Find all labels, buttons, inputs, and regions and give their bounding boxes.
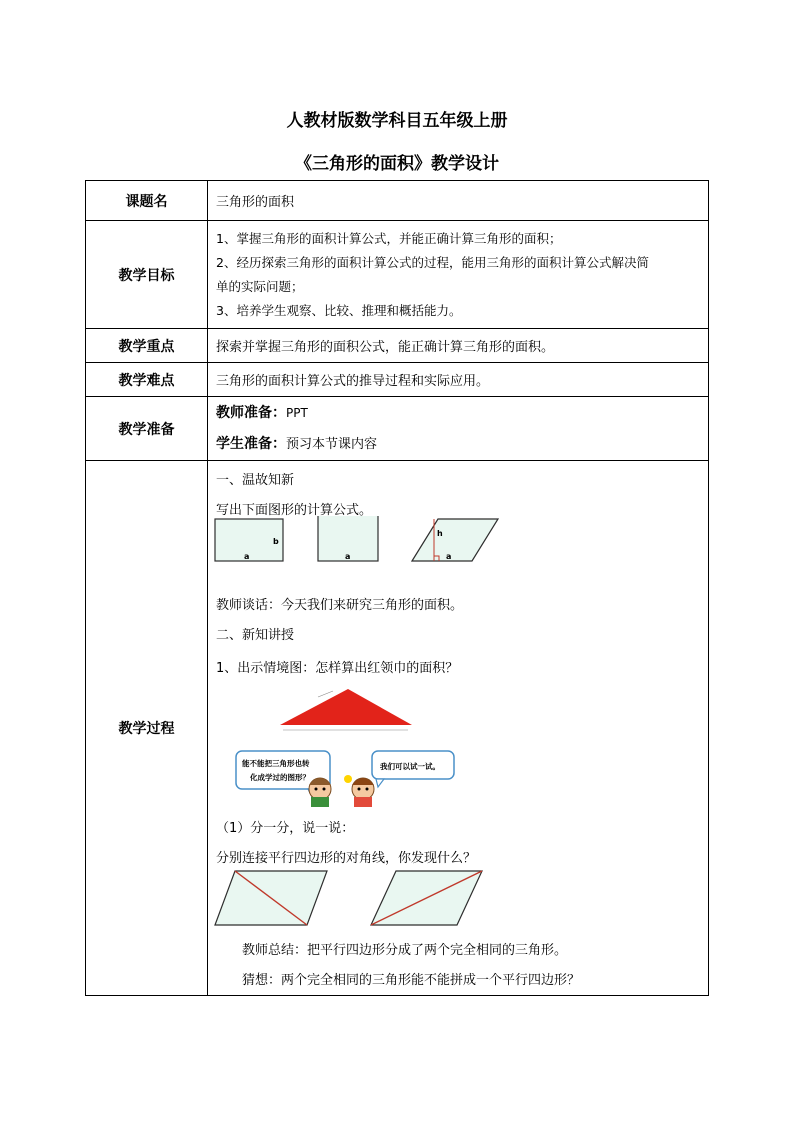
label-key-point: 教学重点 [86,329,208,363]
review-task: 写出下面图形的计算公式。 [216,503,373,518]
label-topic: 课题名 [86,181,208,221]
parallelogram-label-h: h [437,529,443,538]
row-process [86,461,709,996]
label-preparation: 教学准备 [86,397,208,461]
student-prep-value: 预习本节课内容 [286,436,378,452]
lightbulb-icon [344,775,352,783]
row-topic [86,181,709,221]
red-scarf-illustration [208,679,508,807]
label-goals: 教学目标 [86,221,208,329]
value-difficulty: 三角形的面积计算公式的推导过程和实际应用。 [208,363,709,397]
review-heading: 一、温故知新 [216,473,295,488]
teacher-talk: 教师谈话：今天我们来研究三角形的面积。 [216,598,464,613]
lesson-plan-table [85,180,709,996]
label-difficulty: 教学难点 [86,363,208,397]
row-preparation [86,397,709,461]
square-label-a: a [345,552,351,561]
side-dimension-line [318,691,333,697]
value-process [208,461,709,996]
goal-item: 1、掌握三角形的面积计算公式，并能正确计算三角形的面积； [216,230,562,246]
rectangle-label-a: a [244,552,250,561]
left-bubble-line2: 化成学过的图形？ [250,773,310,782]
teacher-summary: 教师总结：把平行四边形分成了两个完全相同的三角形。 [242,943,568,958]
red-scarf-triangle [280,689,412,725]
scene-question: 1、出示情境图：怎样算出红领巾的面积？ [216,661,459,676]
step-one: （1）分一分，说一说： [216,821,355,836]
boy-left-avatar [309,778,331,807]
parallelogram-diagonals [208,867,508,929]
goal-item: 3、培养学生观察、比较、推理和概括能力。 [216,302,462,318]
row-difficulty [86,363,709,397]
parallelogram-shape [412,519,498,561]
right-bubble-tail [376,779,384,787]
teacher-prep-label: 教师准备： [216,404,286,421]
goal-item: 2、经历探索三角形的面积计算公式的过程，能用三角形的面积计算公式解决简 [216,254,649,270]
guess-question: 猜想：两个完全相同的三角形能不能拼成一个平行四边形？ [242,973,581,988]
boy-right-avatar [352,778,374,807]
parallelogram-label-a: a [446,552,452,561]
value-topic: 三角形的面积 [208,181,709,221]
left-bubble-line1: 能不能把三角形也转 [242,759,310,768]
value-key-point: 探索并掌握三角形的面积公式，能正确计算三角形的面积。 [208,329,709,363]
value-preparation [208,397,709,461]
review-shapes [208,516,708,586]
rectangle-label-b: b [273,537,279,546]
teacher-prep-value: PPT [286,405,308,420]
row-key-point [86,329,709,363]
document-subtitle: 《三角形的面积》教学设计 [295,154,499,174]
new-heading: 二、新知讲授 [216,628,295,643]
value-goals [208,221,709,329]
diagonal-question: 分别连接平行四边形的对角线，你发现什么？ [216,851,477,866]
goal-item: 单的实际问题； [216,278,304,294]
right-bubble-text: 我们可以试一试。 [380,762,440,771]
document-title: 人教材版数学科目五年级上册 [286,111,508,131]
row-goals [86,221,709,329]
label-process: 教学过程 [86,461,208,996]
student-prep-label: 学生准备： [216,435,286,452]
